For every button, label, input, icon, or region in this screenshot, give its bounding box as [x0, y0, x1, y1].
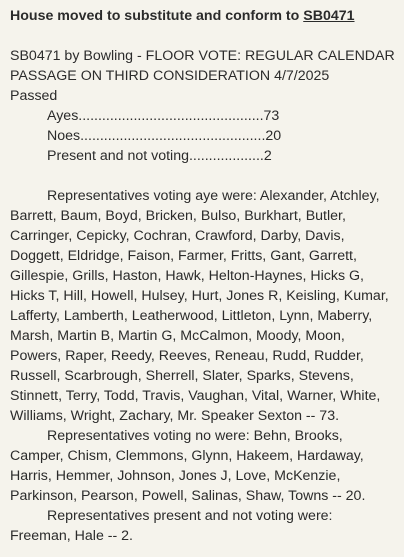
- tally-present-not-voting: Present and not voting...................2: [47, 148, 272, 164]
- spacer: [10, 166, 394, 186]
- spacer: [10, 26, 394, 46]
- aye-voters-paragraph: Representatives voting aye were: Alexander, Atchley, Barrett, Baum, Boyd, Bricken, Bulso, Burkhart, Butler, Carringer, Cepicky, Cochran, Crawford, Darby, Davis, Doggett, Eldridge, Faison, Farmer, Fritts, Gant, Garrett, Gillespie, Grills, Haston, Hawk, Helton-Haynes, Hicks G, Hicks T, Hill, Howell, Hulsey, Hurt, Jones R, Keisling, Kumar, Lafferty, Lamberth, Leatherwood, Littleton, Lynn, Maberry, Marsh, Martin B, Martin G, McCalmon, Moody, Moon, Powers, Raper, Reedy, Reeves, Reneau, Rudd, Rudder, Russell, Scarbrough, Sherrell, Slater, Sparks, Stevens, Stinnett, Terry, Todd, Travis, Vaughan, Vital, Warner, White, Williams, Wright, Zachary, Mr. Speaker Sexton -- 73.: [10, 188, 389, 424]
- tally-ayes: Ayes...............................................73: [47, 108, 280, 124]
- action-heading: [10, 6, 394, 26]
- present-not-voting-paragraph: Representatives present and not voting were: Freeman, Hale -- 2.: [10, 508, 333, 544]
- action-description-line-2: PASSAGE ON THIRD CONSIDERATION 4/7/2025: [10, 68, 330, 84]
- heading-text: House moved to substitute and conform to: [10, 8, 304, 24]
- bill-link[interactable]: SB0471: [303, 8, 355, 24]
- action-result: Passed: [10, 88, 58, 104]
- no-voters-paragraph: Representatives voting no were: Behn, Brooks, Camper, Chism, Clemmons, Glynn, Hakeem, Hardaway, Harris, Hemmer, Johnson, Jones J, Love, McKenzie, Parkinson, Pearson, Powell, Salinas, Shaw, Towns -- 20.: [10, 428, 366, 504]
- action-description-line-1: SB0471 by Bowling - FLOOR VOTE: REGULAR CALENDAR: [10, 48, 395, 64]
- tally-noes: Noes...............................................20: [47, 128, 282, 144]
